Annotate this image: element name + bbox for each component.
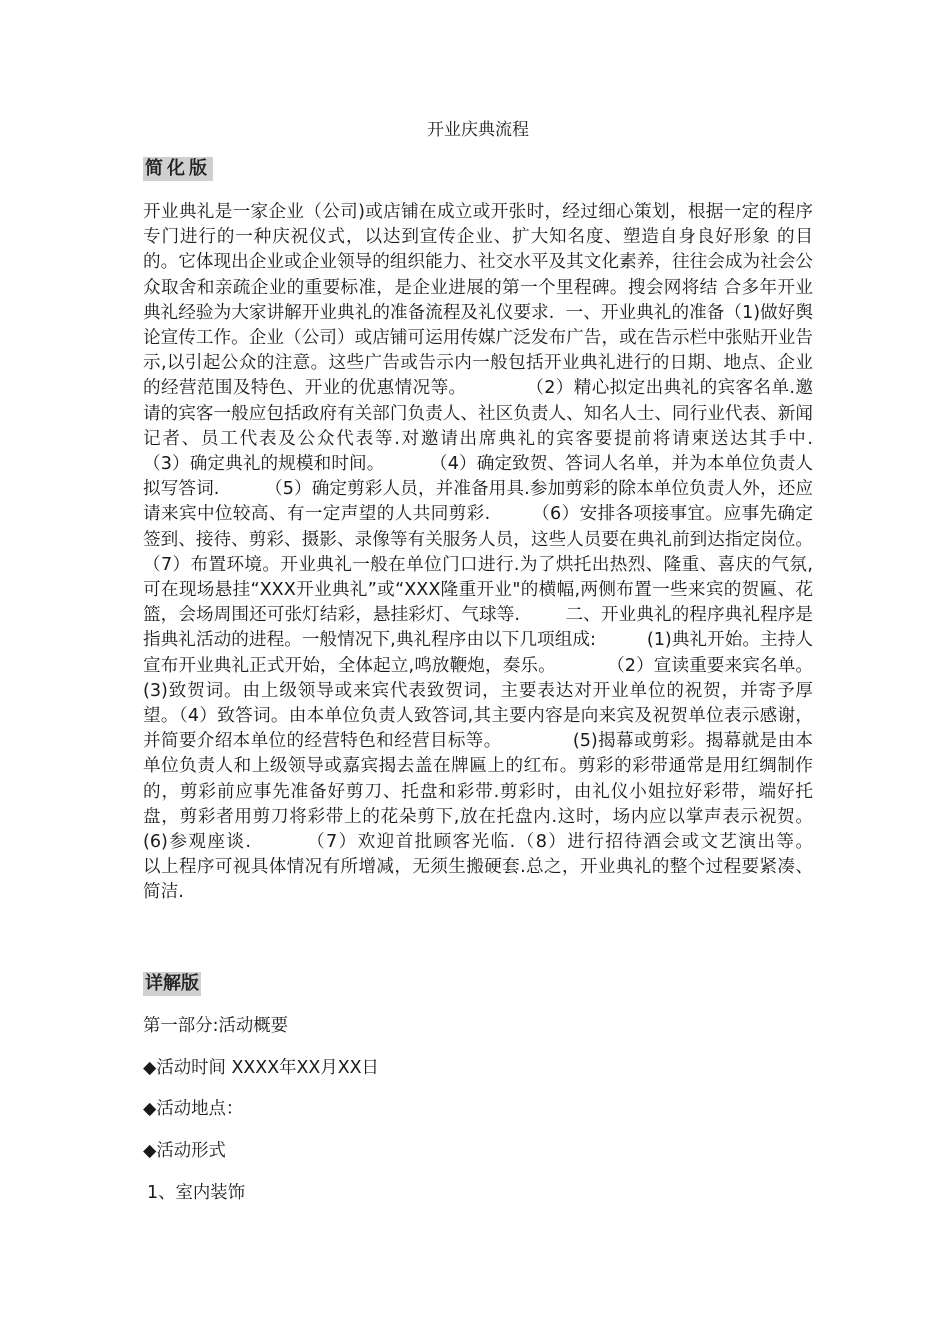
document-title: 开业庆典流程 — [427, 120, 529, 140]
activity-place-item: ◆活动地点： — [143, 1099, 244, 1119]
indoor-decoration-item: 1、室内装饰 — [147, 1183, 246, 1203]
simple-version-body: 开业典礼是一家企业（公司)或店铺在成立或开张时，经过细心策划，根据一定的程序专门进行的一种庆祝仪式，以达到宣传企业、扩大知名度、塑造自身良好形象 的目的。它体现出企业或企业领导的组织能力、社交水平及其文化素养，往往会成为社会公众取舍和亲疏企业的重要标准，是企业进展的第一个里程碑。搜会网将结 合多年开业典礼经验为大家讲解开业典礼的准备流程及礼仪要求. 一、开业典礼的准备（1)做好舆论宣传工作。企业（公司）或店铺可运用传媒广泛发布广告，或在告示栏中张贴开业告示,以引起公众的注意。这些广告或告示内一般包括开业典礼进行的日期、地点、企业的经营范围及特色、开业的优惠情况等。 （2）精心拟定出典礼的宾客名单.邀请的宾客一般应包括政府有关部门负责人、社区负责人、知名人士、同行业代表、新闻记者、员工代表及公众代表等.对邀请出席典礼的宾客要提前将请柬送达其手中. （3）确定典礼的规模和时间。 （4）确定致贺、答词人名单，并为本单位负责人拟写答词. （5）确定剪彩人员，并准备用具.参加剪彩的除本单位负责人外，还应请来宾中位较高、有一定声望的人共同剪彩. （6）安排各项接事宜。应事先确定签到、接待、剪彩、摄影、录像等有关服务人员，这些人员要在典礼前到达指定岗位。 （7）布置环境。开业典礼一般在单位门口进行.为了烘托出热烈、隆重、喜庆的气氛,可在现场悬挂“XXX开业典礼”或“XXX隆重开业"的横幅,两侧布置一些来宾的贺匾、花篮，会场周围还可张灯结彩，悬挂彩灯、气球等. 二、开业典礼的程序典礼程序是指典礼活动的进程。一般情况下,典礼程序由以下几项组成: (1)典礼开始。主持人宣布开业典礼正式开始，全体起立,鸣放鞭炮，奏乐。 （2）宣读重要来宾名单。 (3)致贺词。由上级领导或来宾代表致贺词，主要表达对开业单位的祝贺，并寄予厚望。（4）致答词。由本单位负责人致答词,其主要内容是向来宾及祝贺单位表示感谢，并简要介绍本单位的经营特色和经营目标等。 (5)揭幕或剪彩。揭幕就是由本单位负责人和上级领导或嘉宾揭去盖在牌匾上的红布。剪彩的彩带通常是用红绸制作的，剪彩前应事先准备好剪刀、托盘和彩带.剪彩时，由礼仪小姐拉好彩带，端好托盘，剪彩者用剪刀将彩带上的花朵剪下,放在托盘内.这时，场内应以掌声表示祝贺。 (6)参观座谈. （7）欢迎首批顾客光临.（8）进行招待酒会或文艺演出等。 以上程序可视具体情况有所增减，无须生搬硬套.总之，开业典礼的整个过程要紧凑、简洁. — [143, 202, 864, 903]
detail-version-label: 详解版 — [145, 973, 199, 994]
activity-time-item: ◆活动时间 XXXX年XX月XX日 — [143, 1058, 379, 1078]
part-one-title: 第一部分:活动概要 — [143, 1016, 288, 1036]
activity-form-item: ◆活动形式 — [143, 1141, 226, 1161]
simple-version-label: 简化版 — [145, 158, 211, 179]
